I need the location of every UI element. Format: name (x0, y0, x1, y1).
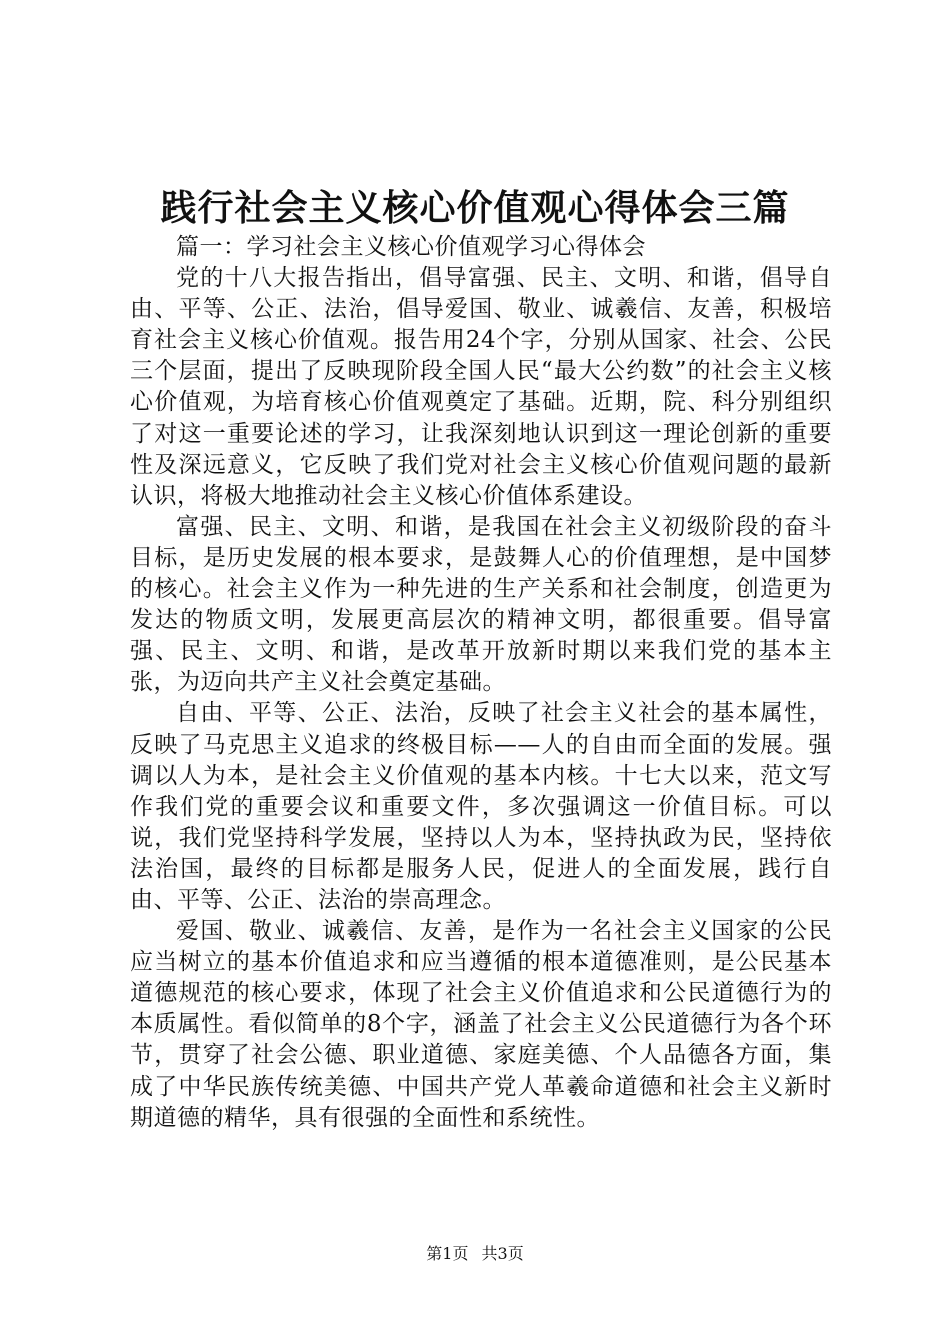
page-total: 共3页 (481, 1244, 524, 1263)
document-title: 践行社会主义核心价值观心得体会三篇 (160, 188, 790, 229)
page-number: 第1页 (426, 1244, 469, 1263)
document-body (130, 232, 832, 1134)
page-footer (0, 1243, 950, 1265)
section-heading: 篇一：学习社会主义核心价值观学习心得体会 (176, 234, 646, 260)
paragraph: 自由、平等、公正、法治，反映了社会主义社会的基本属性，反映了马克思主义追求的终极目标——人的自由而全面的发展。强调以人为本，是社会主义价值观的基本内核。十七大以来，范文写作我们党的重要会议和重要文件，多次强调这一价值目标。可以说，我们党坚持科学发展，坚持以人为本，坚持执政为民，坚持依法治国，最终的目标都是服务人民，促进人的全面发展，践行自由、平等、公正、法治的崇高理念。 (130, 700, 832, 913)
paragraph: 党的十八大报告指出，倡导富强、民主、文明、和谐，倡导自由、平等、公正、法治，倡导爱国、敬业、诚羲信、友善，积极培育社会主义核心价值观。报告用24个字，分别从国家、社会、公民三个层面，提出了反映现阶段全国人民“最大公约数”的社会主义核心价值观，为培育核心价值观奠定了基础。近期，院、科分别组织了对这一重要论述的学习，让我深刻地认识到这一理论创新的重要性及深远意义，它反映了我们党对社会主义核心价值观问题的最新认识，将极大地推动社会主义核心价值体系建设。 (130, 265, 832, 509)
paragraph: 富强、民主、文明、和谐，是我国在社会主义初级阶段的奋斗目标，是历史发展的根本要求，是鼓舞人心的价值理想，是中国梦的核心。社会主义作为一种先进的生产关系和社会制度，创造更为发达的物质文明，发展更高层次的精神文明，都很重要。倡导富强、民主、文明、和谐，是改革开放新时期以来我们党的基本主张，为迈向共产主义社会奠定基础。 (130, 513, 832, 696)
paragraph: 爱国、敬业、诚羲信、友善，是作为一名社会主义国家的公民应当树立的基本价值追求和应当遵循的根本道德准则，是公民基本道德规范的核心要求，体现了社会主义价值追求和公民道德行为的本质属性。看似简单的8个字，涵盖了社会主义公民道德行为各个环节，贯穿了社会公德、职业道德、家庭美德、个人品德各方面，集成了中华民族传统美德、中国共产党人革羲命道德和社会主义新时期道德的精华，具有很强的全面性和系统性。 (130, 918, 832, 1131)
